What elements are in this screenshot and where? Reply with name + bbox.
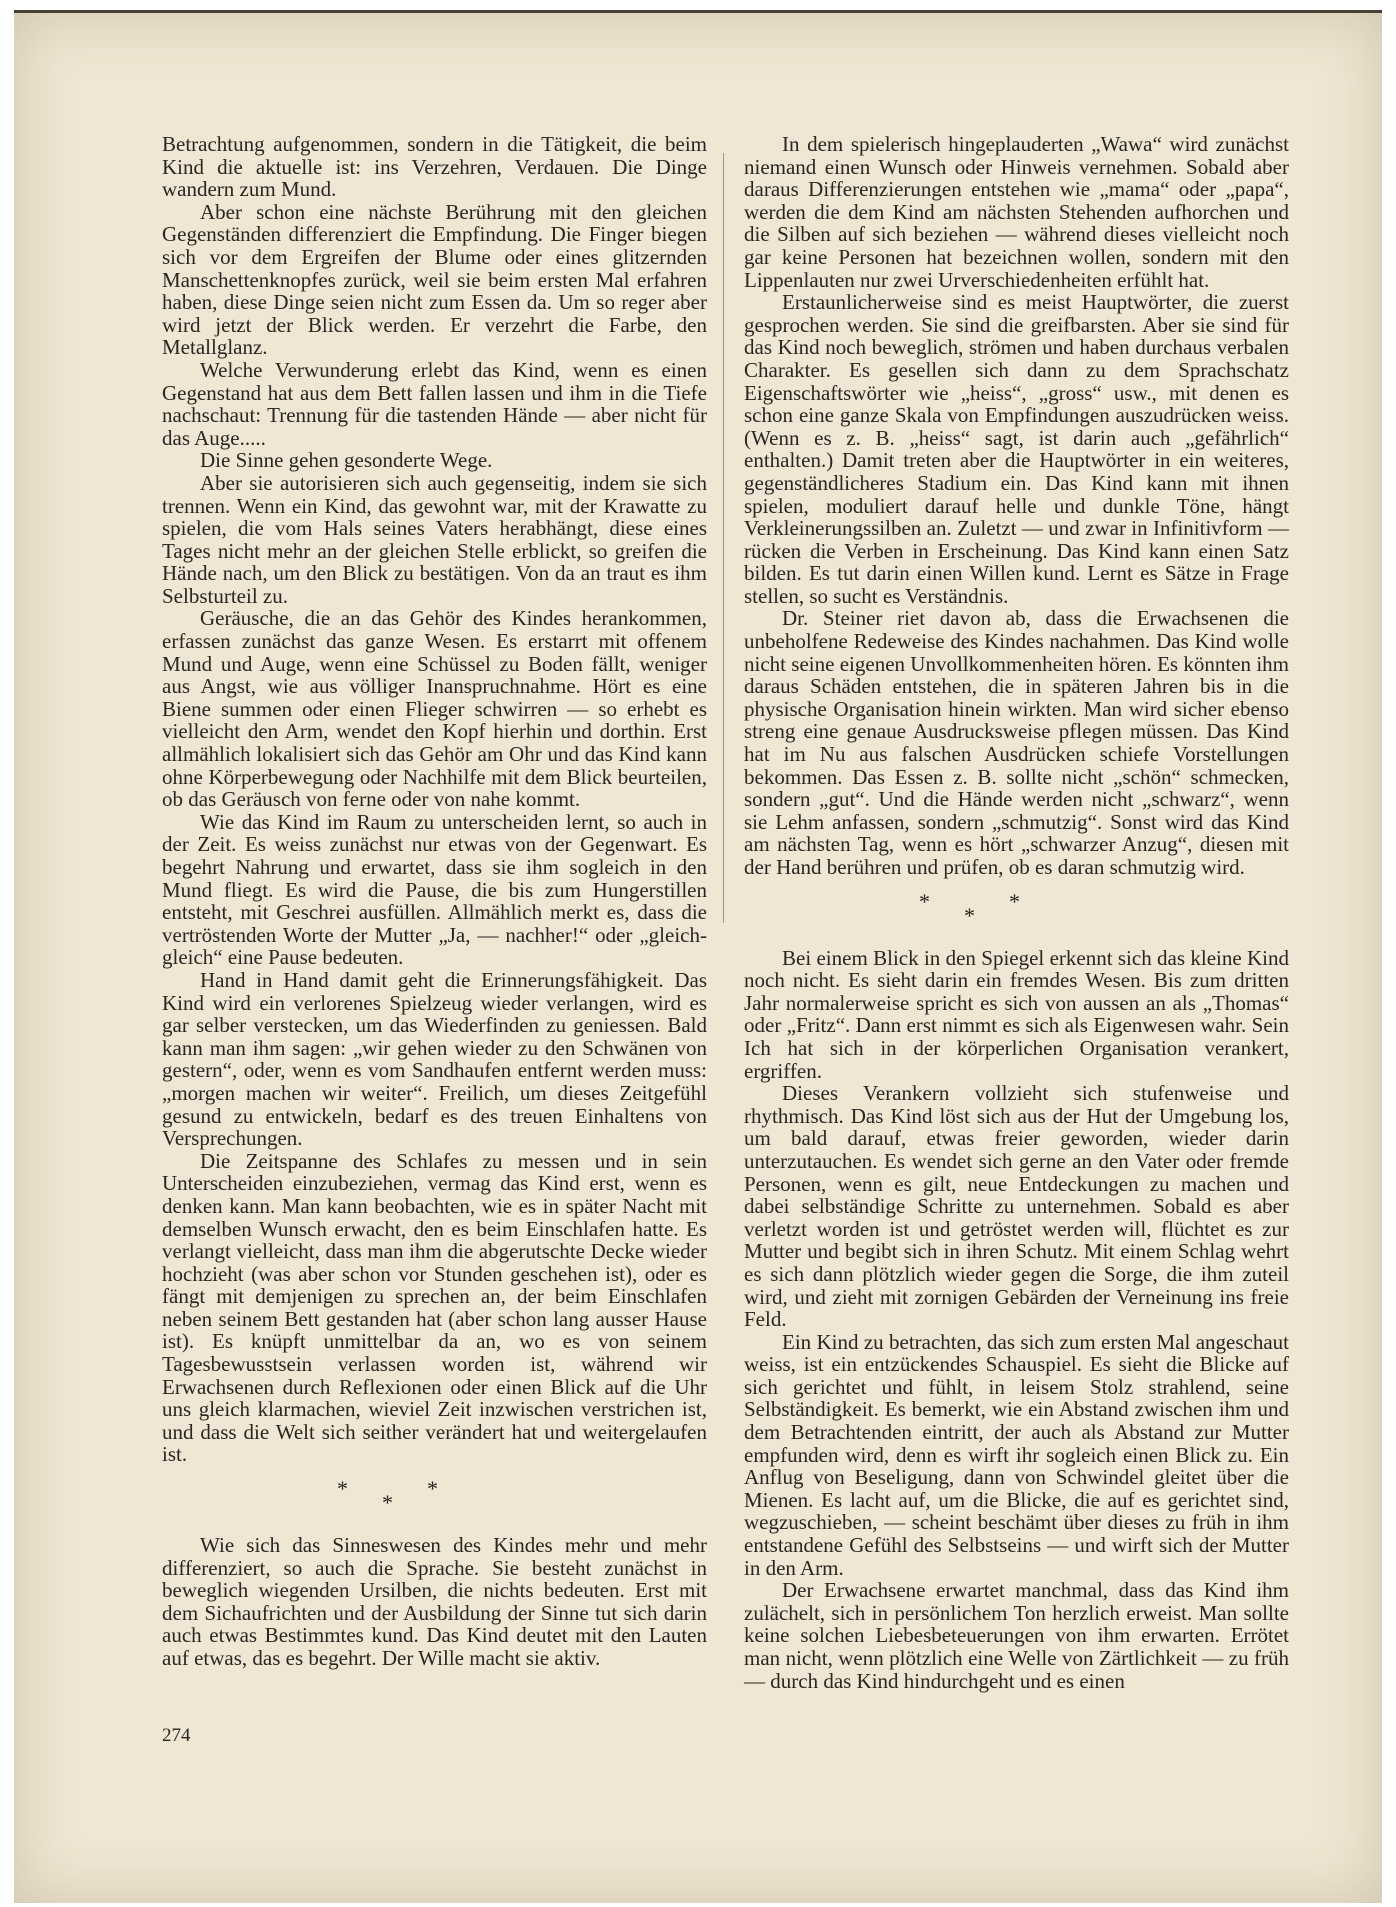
paragraph: Bei einem Blick in den Spiegel erkennt sich das kleine Kind noch nicht. Es sieht darin ein fremdes Wesen. Bis zum dritten Jahr normalerweise spricht es sich von aussen an als „Thomas“ oder „Fritz“. Dann erst nimmt es sich als Eigenwesen wahr. Sein Ich hat sich in der körperlichen Organisation verankert, ergriffen.	[744, 945, 1289, 1083]
paragraph: Dr. Steiner riet davon ab, dass die Erwachsenen die unbeholfene Redeweise des Kindes nachahmen. Das Kind wolle nicht seine eigenen Unvollkommenheiten hören. Es könnten ihm daraus Schäden entstehen, die in späteren Jahren bis in die physische Organisation hinein wirkten. Man wird sicher ebenso streng eine genaue Ausdrucksweise pflegen müssen. Das Kind hat im Nu aus falschen Ausdrücken schiefe Vorstellungen bekommen. Das Essen z. B. sollte nicht „schön“ schmecken, sondern „gut“. Und die Hände werden nicht „schwarz“, wenn sie Lehm anfassen, sondern „schmutzig“. Sonst wird das Kind am nächsten Tag, wenn es hört „schwarzer Anzug“, diesen mit der Hand berühren und prüfen, ob es daran schmutzig wird.	[744, 606, 1289, 879]
paragraph: Hand in Hand damit geht die Erinnerungsfähigkeit. Das Kind wird ein verlorenes Spielzeug wieder verlangen, wird es gar selber verstecken, um das Wiederfinden zu geniessen. Bald kann man ihm sagen: „wir gehen wieder zu den Schwänen von gestern“, oder, wenn es vom Sandhaufen entfernt werden muss: „morgen machen wir weiter“. Freilich, um dieses Zeitgefühl gesund zu entwickeln, bedarf es des treuen Einhaltens von Versprechungen.	[162, 967, 707, 1151]
paragraph: Die Sinne gehen gesonderte Wege.	[200, 448, 493, 473]
paragraph: In dem spielerisch hingeplauderten „Wawa“ wird zunächst niemand einen Wunsch oder Hinweis vernehmen. Sobald aber daraus Differenzierungen entstehen wie „mama“ oder „papa“, werden die dem Kind am nächsten Stehenden aufhorchen und die Silben auf sich beziehen — während dieses vielleicht noch gar keine Personen hat bezeichnen wollen, sondern mit den Lippenlauten nur zwei Urverschiedenheiten erfühlt hat.	[744, 132, 1289, 292]
asterisk: *	[964, 902, 975, 928]
paragraph: Welche Verwunderung erlebt das Kind, wenn es einen Gegenstand hat aus dem Bett fallen lassen und ihm in die Tiefe nachschaut: Trennung für die tastenden Hände — aber nicht für das Auge.....	[162, 357, 707, 450]
asterisk: *	[1009, 888, 1020, 914]
paragraph: Dieses Verankern vollzieht sich stufenweise und rhythmisch. Das Kind löst sich aus der Hut der Umgebung los, um bald darauf, etwas freier geworden, wieder darin unterzutauchen. Es wendet sich gerne an den Vater oder fremde Personen, wenn es gilt, neue Entdeckungen zu machen und dabei selbständige Schritte zu unternehmen. Sobald es aber verletzt worden ist und getröstet werden will, flüchtet es zur Mutter und begibt sich in ihren Schutz. Mit einem Schlag wehrt es sich dann plötzlich wieder gegen die Sorge, die ihm zuteil wird, und zieht mit zornigen Gebärden der Verneinung ins freie Feld.	[744, 1081, 1289, 1332]
paragraph: Ein Kind zu betrachten, das sich zum ersten Mal angeschaut weiss, ist ein entzückendes Schauspiel. Es sieht die Blicke auf sich gerichtet und fühlt, in leisem Stolz strahlend, seine Selbständigkeit. Es bemerkt, wie ein Abstand zwischen ihm und dem Betrachtenden eintritt, der auch als Abstand zur Mutter empfunden wird, denn es wirft ihr sogleich einen Blick zu. Ein Anflug von Beseligung, dann von Schwindel gleitet über die Mienen. Es lacht auf, um die Blicke, die auf es gerichtet sind, wegzuschieben, — scheint beschämt über dieses zu früh in ihm entstandene Gefühl des Selbstseins — und wirft sich der Mutter in den Arm.	[744, 1329, 1289, 1580]
paragraph: Wie das Kind im Raum zu unterscheiden lernt, so auch in der Zeit. Es weiss zunächst nur etwas von der Gegenwart. Es begehrt Nahrung und erwartet, dass sie ihm sogleich in den Mund fliegt. Es wird die Pause, die bis zum Hungerstillen entsteht, mit Geschrei ausfüllen. Allmählich merkt es, dass die vertröstenden Worte der Mutter „Ja, — nachher!“ oder „gleich-gleich“ eine Pause bedeuten.	[162, 809, 707, 970]
paragraph: Der Erwachsene erwartet manchmal, dass das Kind ihm zulächelt, sich in persönlichem Ton herzlich erweist. Man sollte keine solchen Liebesbeteuerungen von ihm erwarten. Errötet man nicht, wenn plötzlich eine Welle von Zärtlichkeit — zu früh — durch das Kind hindurchgeht und es einen	[744, 1578, 1289, 1693]
paragraph: Erstaunlicherweise sind es meist Hauptwörter, die zuerst gesprochen werden. Sie sind die greifbarsten. Aber sie sind für das Kind noch beweglich, strömen und haben durchaus verbalen Charakter. Es gesellen sich dann zu dem Sprachschatz Eigenschaftswörter wie „heiss“, „gross“ usw., mit denen es schon eine ganze Skala von Empfindungen auszudrücken weiss. (Wenn es z. B. „heiss“ sagt, ist darin auch „gefährlich“ enthalten.) Damit treten aber die Hauptwörter in ein weiteres, gegenständlicheres Stadium ein. Das Kind kann mit ihnen spielen, moduliert darauf helle und dunkle Töne, hängt Verkleinerungssilben an. Zuletzt — und zwar in Infinitivform — rücken die Verben in Erscheinung. Das Kind kann einen Satz bilden. Es tut darin einen Willen kund. Lernt es Sätze in Frage stellen, so sucht es Verständnis.	[744, 290, 1289, 608]
asterisk: *	[382, 1490, 393, 1516]
asterisk: *	[337, 1476, 348, 1502]
asterisk: *	[427, 1476, 438, 1502]
page-sheet	[14, 10, 1382, 1903]
left-column	[162, 133, 707, 1670]
paragraph: Aber sie autorisieren sich auch gegenseitig, indem sie sich trennen. Wenn ein Kind, das gewohnt war, mit der Krawatte zu spielen, die vom Hals seines Vaters herabhängt, diese eines Tages nicht mehr an der gleichen Stelle erblickt, so greifen die Hände nach, um den Blick zu bestätigen. Von da an traut es ihm Selbsturteil zu.	[162, 470, 707, 608]
paragraph: Betrachtung aufgenommen, sondern in die Tätigkeit, die beim Kind die aktuelle ist: ins Verzehren, Verdauen. Die Dinge wandern zum Mund.	[162, 132, 707, 202]
column-rule	[723, 153, 724, 923]
section-break	[162, 1472, 707, 1520]
right-column	[744, 133, 1289, 1692]
paragraph: Aber schon eine nächste Berührung mit den gleichen Gegenständen differenziert die Empfindung. Die Finger biegen sich vor dem Ergreifen der Blume oder eines glitzernden Manschettenknopfes zurück, weil sie beim ersten Mal erfahren haben, diese Dinge seien nicht zum Essen da. Um so reger aber wird jetzt der Blick werden. Er verzehrt die Farbe, den Metallglanz.	[162, 199, 707, 360]
paragraph: Geräusche, die an das Gehör des Kindes herankommen, erfassen zunächst das ganze Wesen. Es erstarrt mit offenem Mund und Auge, wenn eine Schüssel zu Boden fällt, weniger aus Angst, wie aus völliger Inanspruchnahme. Hört es eine Biene summen oder einen Flieger schwirren — so erhebt es vielleicht den Arm, wendet den Kopf hierhin und dorthin. Erst allmählich lokalisiert sich das Gehör am Ohr und das Kind kann ohne Körperbewegung oder Nachhilfe mit dem Blick beurteilen, ob das Geräusch von ferne oder von nahe kommt.	[162, 606, 707, 812]
paragraph: Wie sich das Sinneswesen des Kindes mehr und mehr differenziert, so auch die Sprache. Sie besteht zunächst in beweglich wiegenden Ursilben, die nichts bedeuten. Erst mit dem Sichaufrichten und der Ausbildung der Sinne tut sich darin auch etwas Bestimmtes kund. Das Kind deutet mit den Lauten auf etwas, das es begehrt. Der Wille macht sie aktiv.	[162, 1533, 707, 1670]
section-break	[744, 885, 1289, 933]
page-number: 274	[162, 1725, 191, 1746]
paragraph: Die Zeitspanne des Schlafes zu messen und in sein Unterscheiden einzubeziehen, vermag das Kind erst, wenn es denken kann. Man kann beobachten, wie es in später Nacht mit demselben Wunsch erwacht, den es beim Einschlafen hatte. Es verlangt vielleicht, dass man ihm die abgerutschte Decke wieder hochzieht (was aber schon vor Stunden geschehen ist), oder es fängt mit demjenigen zu sprechen an, der beim Einschlafen neben seinem Bett gestanden hat (aber schon lang ausser Hause ist). Es knüpft unmittelbar da an, wo es von seinem Tagesbewusstsein verlassen worden ist, während wir Erwachsenen durch Reflexionen oder einen Blick auf die Uhr uns gleich klarmachen, wieviel Zeit inzwischen verstrichen ist, und dass die Welt sich seither verändert hat und weitergelaufen ist.	[162, 1148, 707, 1467]
asterisk: *	[919, 888, 930, 914]
